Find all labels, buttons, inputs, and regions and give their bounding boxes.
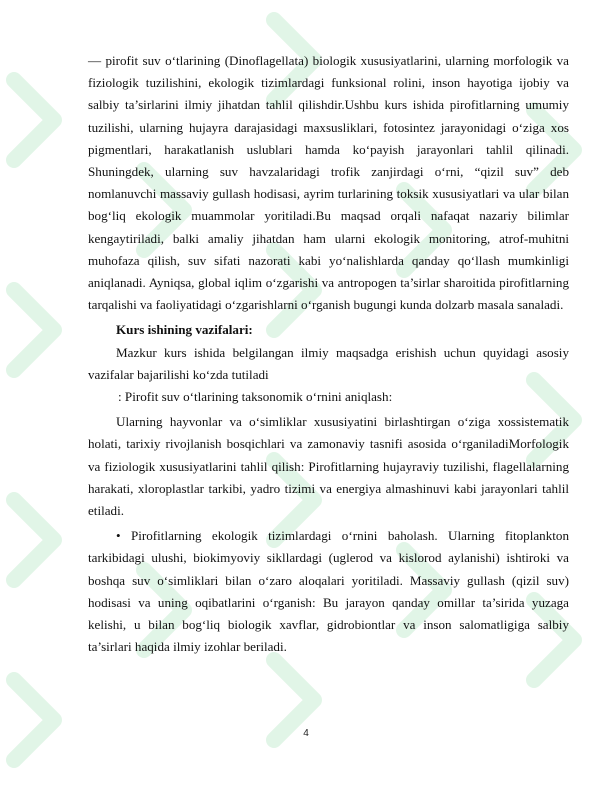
task-morphology-paragraph: Ularning hayvonlar va o‘simliklar xususiyatini birlashtirgan o‘ziga xossistematik holati, tarixiy rivojlanish bosqichlari va zamonaviy tasnifi asosida o‘rganiladiMorfologik va fiziologik xususiyatlarini tahlil qilish: Pirofitlarning hujayraviy tuzilishi, flagellalarning harakati, xloroplastlar tarkibi, yadro tizimi va energiya almashinuvi kabi jarayonlari tahlil etiladi. <box>88 414 569 519</box>
chevron-mark <box>14 680 54 760</box>
intro-paragraph: — pirofit suv o‘tlarining (Dinoflagellata) biologik xususiyatlarini, ularning morfologik va fiziologik tuzilishini, ekologik tizimlardagi funksional rolini, inson hayotiga ijobiy va salbiy ta’sirlarini ilmiy jihatdan tahlil qilishdir.Ushbu kurs ishida pirofitlarning umumiy tuzilishi, ularning hujayra darajasidagi maxsusliklari, fotosintez jarayonidagi o‘ziga xos pigmentlari, harakatlanish uslublari hamda ko‘payish jarayonlari tahlil qilinadi. Shuningdek, ularning suv havzalaridagi trofik zanjirdagi o‘rni, “qizil suv” deb nomlanuvchi massaviy gullash hodisasi, ayrim turlarining toksik xususiyatlari va ular bilan bog‘liq ekologik muammolar yoritiladi.Bu maqsad orqali nafaqat nazariy bilimlar kengaytiriladi, balki amaliy jihatdan ham ularni ekologik monitoring, atrof-muhitni muhofaza qilish, suv sifati nazorati kabi yo‘nalishlarda qanday qo‘llash mumkinligi aniqlanadi. Ayniqsa, global iqlim o‘zgarishi va antropogen ta’sirlar sharoitida pirofitlarning tarqalishi va faoliyatidagi o‘zgarishlarni o‘rganish bugungi kunda dolzarb masala sanaladi. <box>88 53 569 313</box>
chevron-mark <box>14 290 54 370</box>
task-taxonomy-line: : Pirofit suv o‘tlarining taksonomik o‘rnini aniqlash: <box>118 389 393 405</box>
chevron-mark <box>14 500 54 580</box>
task-ecology-paragraph: • Pirofitlarning ekologik tizimlardagi o‘rnini baholash. Ularning fitoplankton tarkibidagi ulushi, biokimyoviy sikllardagi (uglerod va kislorod aylanishi) ishtiroki va boshqa suv o‘simliklari bilan o‘zaro aloqalari yoritiladi. Massaviy gullash (qizil suv) hodisasi va uning oqibatlarini o‘rganish: Bu jarayon qanday omillar ta’sirida yuzaga kelishi, u bilan bog‘liq biologik xavflar, gidrobiontlar va inson salomatligiga salbiy ta’sirlari haqida ilmiy izohlar beriladi. <box>88 528 569 655</box>
document-body <box>88 50 569 658</box>
page-number: 4 <box>303 728 309 739</box>
chevron-mark <box>14 80 54 160</box>
section-heading: Kurs ishining vazifalari: <box>116 322 253 338</box>
tasks-intro-paragraph: Mazkur kurs ishida belgilangan ilmiy maqsadga erishish uchun quyidagi asosiy vazifalar bajarilishi ko‘zda tutiladi <box>88 344 569 382</box>
